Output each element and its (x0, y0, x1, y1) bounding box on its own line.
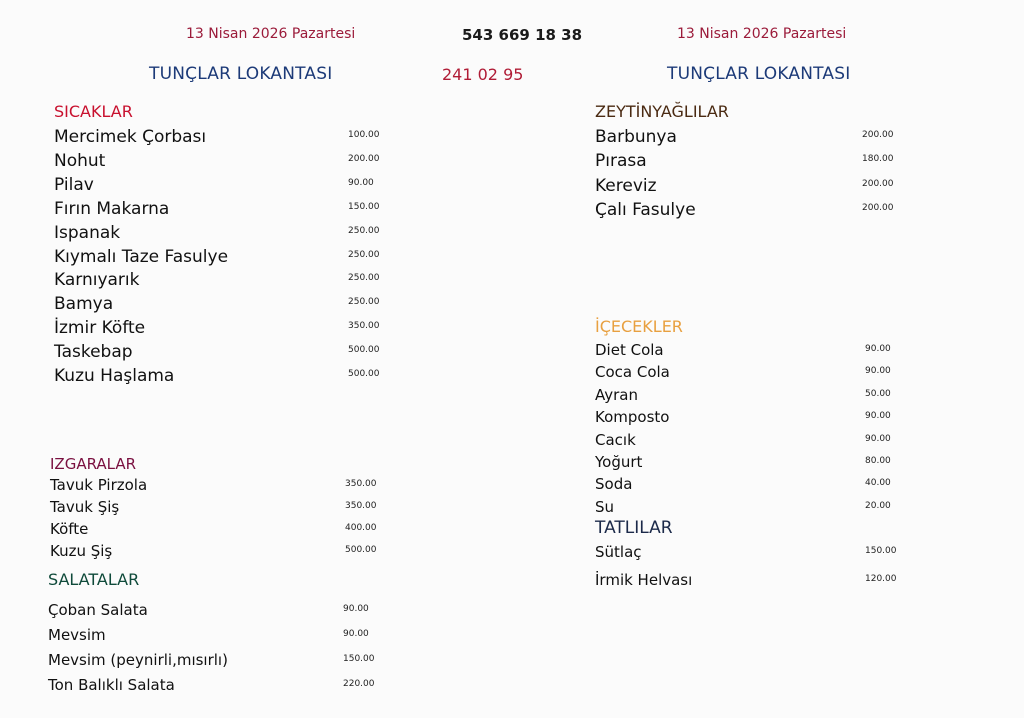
menu-item-price: 90.00 (865, 433, 891, 444)
menu-item-price: 90.00 (343, 629, 369, 639)
menu-item-name: Soda (595, 475, 633, 494)
menu-item-price: 200.00 (862, 130, 894, 140)
menu-item-price: 500.00 (348, 345, 380, 356)
menu-item-name: Köfte (50, 520, 89, 538)
menu-item-price: 90.00 (348, 177, 374, 188)
restaurant-title-right: TUNÇLAR LOKANTASI (667, 64, 851, 84)
menu-item-name: Yoğurt (595, 453, 643, 471)
menu-item-name: Mercimek Çorbası (54, 127, 207, 147)
menu-item-price: 90.00 (865, 344, 891, 354)
section-zeytinyaglilar (595, 102, 894, 220)
menu-item-name: Karnıyarık (54, 270, 140, 291)
menu-item-price: 150.00 (343, 654, 375, 664)
menu-item-price: 90.00 (343, 604, 369, 614)
menu-item-price: 350.00 (345, 501, 377, 511)
menu-item-price: 500.00 (345, 545, 377, 555)
phone-number-2: 241 02 95 (442, 65, 524, 84)
date-right: 13 Nisan 2026 Pazartesi (677, 26, 847, 42)
menu-item-price: 400.00 (345, 523, 377, 533)
menu-item-name: Tavuk Pirzola (50, 476, 148, 494)
menu-item-price: 500.00 (348, 369, 380, 379)
menu-item-price: 80.00 (865, 456, 891, 466)
menu-item-price: 90.00 (865, 411, 891, 422)
section-title-zeytinyaglilar: ZEYTİNYAĞLILAR (595, 102, 729, 121)
menu-item-name: Diet Cola (595, 341, 664, 359)
menu-item-name: Cacık (595, 430, 636, 449)
menu-item-name: Sütlaç (595, 543, 642, 561)
menu-item-name: İzmir Köfte (54, 318, 146, 339)
section-title-izgaralar: IZGARALAR (50, 455, 137, 473)
menu-item-name: İrmik Helvası (595, 571, 693, 589)
menu-item-name: Kuzu Şiş (50, 542, 113, 560)
menu-item-price: 20.00 (865, 500, 891, 511)
menu-item-price: 250.00 (348, 273, 380, 284)
section-izgaralar (50, 455, 377, 560)
menu-item-price: 50.00 (865, 388, 891, 399)
menu-item-name: Ayran (595, 385, 638, 404)
menu-item-name: Ton Balıklı Salata (48, 676, 175, 694)
menu-item-name: Kıymalı Taze Fasulye (54, 246, 229, 267)
menu-item-price: 200.00 (862, 202, 894, 213)
menu-item-name: Pırasa (595, 151, 647, 172)
date-left: 13 Nisan 2026 Pazartesi (186, 26, 356, 42)
menu-item-price: 200.00 (862, 178, 894, 189)
menu-item-price: 250.00 (348, 249, 380, 260)
menu-item-name: Çoban Salata (48, 601, 148, 619)
menu-item-name: Barbunya (595, 127, 677, 147)
section-title-icecekler: İÇECEKLER (595, 317, 683, 336)
menu-item-name: Kuzu Haşlama (54, 366, 175, 386)
menu-item-name: Fırın Makarna (54, 198, 170, 219)
menu-item-price: 350.00 (348, 321, 380, 332)
menu-item-price: 250.00 (348, 297, 380, 308)
menu-item-price: 90.00 (865, 366, 891, 377)
section-tatlilar (595, 518, 897, 589)
menu-item-name: Komposto (595, 408, 670, 427)
menu-item-price: 350.00 (345, 479, 377, 489)
menu-item-price: 250.00 (348, 225, 380, 236)
menu-item-name: Nohut (54, 150, 106, 171)
menu-item-name: Mevsim (peynirli,mısırlı) (48, 651, 228, 669)
menu-item-price: 120.00 (865, 574, 897, 584)
menu-item-name: Ispanak (54, 222, 121, 243)
section-title-tatlilar: TATLILAR (595, 518, 673, 538)
menu-item-price: 200.00 (348, 153, 380, 164)
menu-item-name: Coca Cola (595, 363, 670, 382)
menu-item-price: 40.00 (865, 478, 891, 489)
restaurant-title-left: TUNÇLAR LOKANTASI (149, 64, 333, 84)
menu-item-name: Çalı Fasulye (595, 199, 696, 220)
menu-item-name: Taskebap (54, 342, 133, 363)
menu-item-price: 180.00 (862, 154, 894, 165)
menu-item-name: Tavuk Şiş (50, 498, 120, 516)
menu-item-price: 220.00 (343, 679, 375, 689)
menu-item-price: 100.00 (348, 130, 380, 140)
menu-item-name: Mevsim (48, 626, 106, 644)
section-salatalar (48, 570, 375, 694)
section-title-sicaklar: SICAKLAR (54, 102, 133, 121)
menu-item-price: 150.00 (348, 201, 380, 212)
section-sicaklar (54, 102, 380, 386)
section-icecekler (595, 317, 891, 516)
menu-item-name: Su (595, 497, 615, 516)
phone-number-1: 543 669 18 38 (462, 26, 583, 44)
menu-item-name: Bamya (54, 294, 114, 315)
section-title-salatalar: SALATALAR (48, 570, 140, 589)
menu-item-price: 150.00 (865, 546, 897, 556)
menu-item-name: Pilav (54, 174, 94, 195)
menu-item-name: Kereviz (595, 175, 657, 196)
